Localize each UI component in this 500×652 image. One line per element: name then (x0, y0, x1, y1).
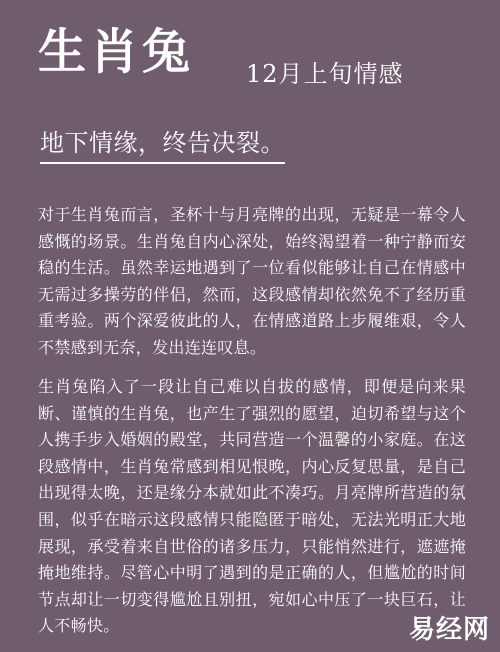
section-heading: 地下情缘，终告决裂。 (40, 126, 285, 164)
page-title: 生肖兔 (38, 24, 195, 80)
article-paragraph-2: 生肖兔陷入了一段让自己难以自拔的感情，即便是向来果断、谨慎的生肖兔，也产生了强烈的愿望，迫切希望与这个人携手步入婚姻的殿堂，共同营造一个温馨的小家庭。在这段感情中，生肖兔常感到相见恨晚，内心反复思量，是自己出现得太晚，还是缘分本就如此不凑巧。月亮牌所营造的氛围，似乎在暗示这段感情只能隐匿于暗处，无法光明正大地展现，承受着来自世俗的诸多压力，只能悄然进行，遮遮掩掩地维持。尽管心中明了遇到的是正确的人，但尴尬的时间节点却让一切变得尴尬且别扭，宛如心中压了一块巨石，让人不畅快。 (38, 377, 466, 636)
site-watermark: 易经网 (408, 615, 490, 645)
article-paragraph-1: 对于生肖兔而言，圣杯十与月亮牌的出现，无疑是一幕令人感慨的场景。生肖兔自内心深处，始终渴望着一种宁静而安稳的生活。虽然幸运地遇到了一位看似能够让自己在情感中无需过多操劳的伴侣，然而，这段感情却依然免不了经历重重考验。两个深爱彼此的人，在情感道路上步履维艰，令人不禁感到无奈，发出连连叹息。 (38, 205, 466, 357)
page-subtitle: 12月上旬情感 (246, 60, 404, 88)
